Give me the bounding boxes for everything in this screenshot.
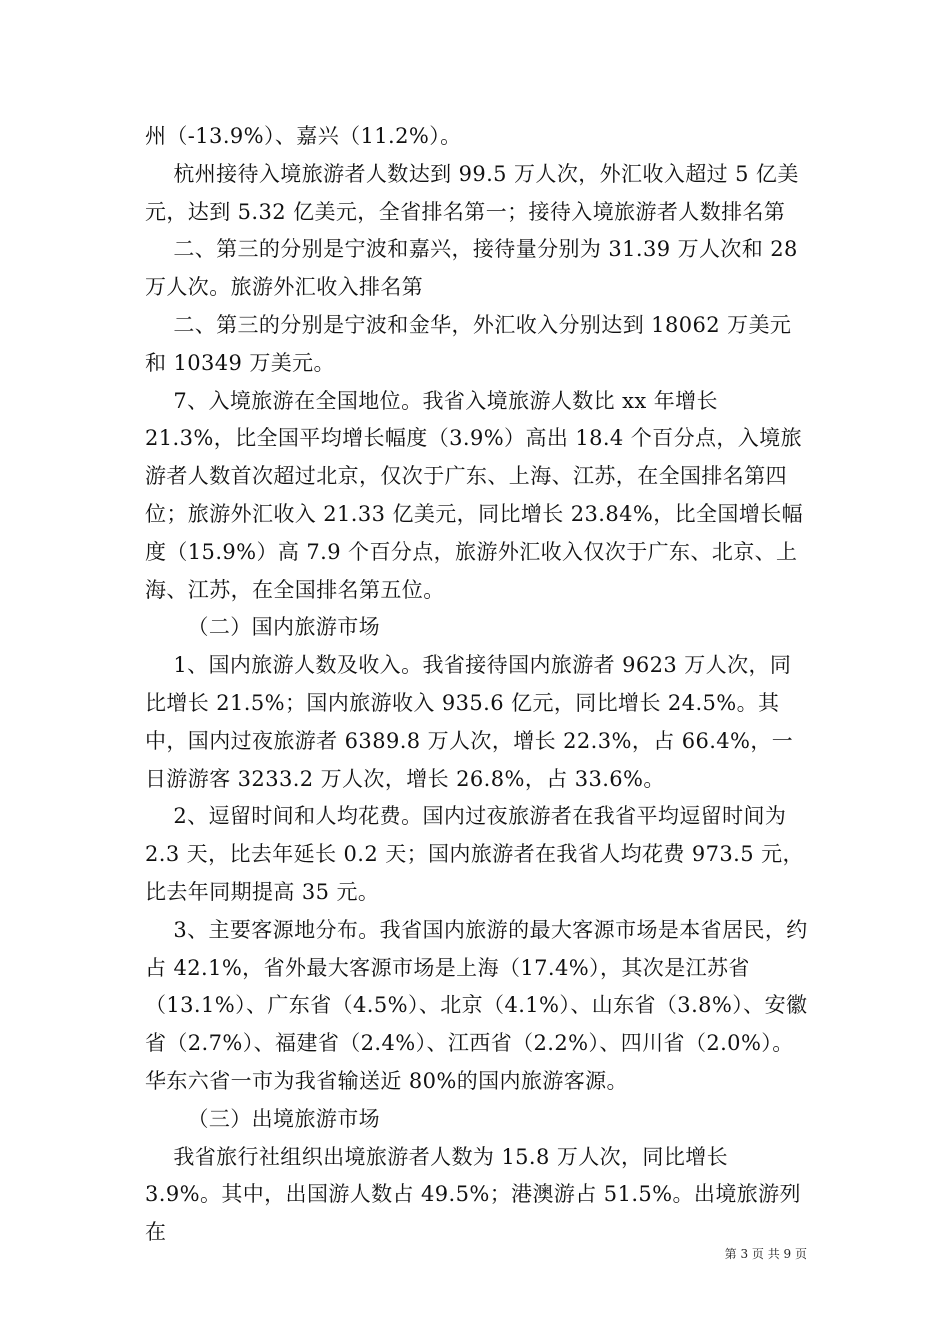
section-heading-domestic: （二）国内旅游市场 [145,615,381,640]
paragraph-9: 我省旅行社组织出境旅游者人数为 15.8 万人次，同比增长 3.9%。其中，出国游人数占 49.5%；港澳游占 51.5%。出境旅游列在 [145,1144,801,1245]
paragraph-6: 1、国内旅游人数及收入。我省接待国内旅游者 9623 万人次，同比增长 21.5%；国内旅游收入 935.6 亿元，同比增长 24.5%。其中，国内过夜旅游者 6389.8 万人次，增长 22.3%，占 66.4%，一日游游客 3233.2 万人次，增长 26.8%，占 33.6%。 [145,653,794,791]
document-body [145,118,810,1252]
page-number-footer: 第 3 页 共 9 页 [724,1247,807,1261]
paragraph-2: 杭州接待入境旅游者人数达到 99.5 万人次，外汇收入超过 5 亿美元，达到 5.32 亿美元，全省排名第一；接待入境旅游者人数排名第 [145,161,799,224]
section-heading-outbound: （三）出境旅游市场 [145,1106,381,1131]
paragraph-7: 2、逗留时间和人均花费。国内过夜旅游者在我省平均逗留时间为 2.3 天，比去年延长 0.2 天；国内旅游者在我省人均花费 973.5 元，比去年同期提高 35 元。 [145,804,804,904]
paragraph-4: 二、第三的分别是宁波和金华，外汇收入分别达到 18062 万美元和 10349 万美元。 [145,312,792,375]
paragraph-1: 州（-13.9%）、嘉兴（11.2%）。 [145,124,462,148]
paragraph-3: 二、第三的分别是宁波和嘉兴，接待量分别为 31.39 万人次和 28 万人次。旅游外汇收入排名第 [145,237,805,300]
paragraph-8: 3、主要客源地分布。我省国内旅游的最大客源市场是本省居民，约占 42.1%，省外最大客源市场是上海（17.4%），其次是江苏省（13.1%）、广东省（4.5%）、北京（4.1%）、山东省（3.8%）、安徽省（2.7%）、福建省（2.4%）、江西省（2.2%）、四川省（2.0%）。华东六省一市为我省输送近 80%的国内旅游客源。 [145,917,808,1093]
paragraph-5: 7、入境旅游在全国地位。我省入境旅游人数比 xx 年增长 21.3%，比全国平均增长幅度（3.9%）高出 18.4 个百分点，入境旅游者人数首次超过北京，仅次于广东、上海、江苏，在全国排名第四位；旅游外汇收入 21.33 亿美元，同比增长 23.84%，比全国增长幅度（15.9%）高 7.9 个百分点，旅游外汇收入仅次于广东、北京、上海、江苏，在全国排名第五位。 [145,388,804,602]
